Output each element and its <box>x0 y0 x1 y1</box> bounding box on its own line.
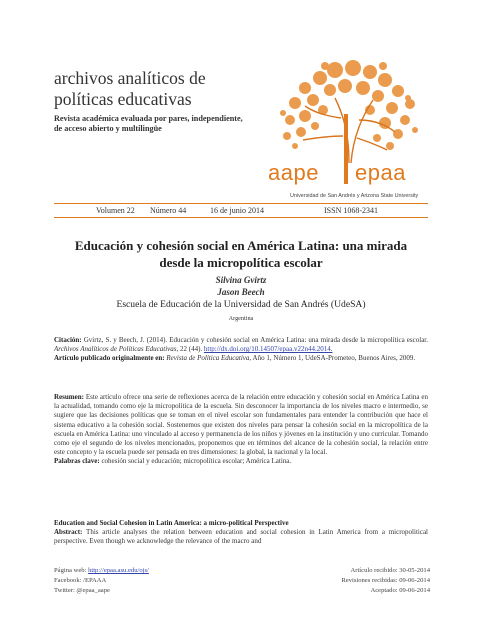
citation-label: Citación: <box>54 336 82 344</box>
abstract-es-label: Resumen: <box>54 393 84 401</box>
university-line: Universidad de San Andrés y Arizona State University <box>290 193 419 199</box>
author-2: Jason Beech <box>217 287 265 297</box>
journal-subtitle-line1: Revista académica evaluada por pares, independiente, <box>54 114 243 123</box>
author-1: Silvina Gvirtz <box>215 275 267 285</box>
footer-contact <box>54 566 149 596</box>
keywords-label: Palabras clave: <box>54 457 100 466</box>
keywords-text: cohesión social y educación; micropolítica escolar; América Latina. <box>101 457 292 466</box>
journal-title <box>54 68 284 110</box>
footer-received: Artículo recibido: 30-05-2014 <box>350 567 430 574</box>
issue-date: 16 de junio 2014 <box>210 206 264 215</box>
journal-subtitle-line2: de acceso abierto y multilingüe <box>54 124 162 133</box>
original-rest: Año 1, Número 1, UdeSA-Prometeo, Buenos Aires, 2009. <box>252 354 416 363</box>
footer-web-link[interactable]: http://epaa.asu.edu/ojs/ <box>88 567 149 574</box>
issue-info <box>54 205 428 217</box>
footer-facebook: Facebook: /EPAAA <box>54 577 107 584</box>
footer-accepted: Aceptado: 09-06-2014 <box>370 587 430 594</box>
citation-doi-link[interactable]: http://dx.doi.org/10.14507/epaa.v22n44.2014. <box>203 345 333 354</box>
affiliation: Escuela de Educación de la Universidad de San Andrés (UdeSA) <box>116 299 366 310</box>
brand-aape: aape <box>268 160 319 185</box>
citation-text: Gvirtz, S. y Beech, J. (2014). Educación y cohesión social en América Latina: una mirada desde la micropolítica escolar. <box>83 336 428 344</box>
footer-revised: Revisiones recibidas: 09-06-2014 <box>341 577 430 584</box>
journal-title-line1: archivos analíticos de <box>54 68 206 88</box>
issue-issn: ISSN 1068-2341 <box>324 206 379 215</box>
footer-twitter: Twitter: @epaa_aape <box>54 587 110 594</box>
citation-block <box>54 336 428 364</box>
footer-web-label: Página web: <box>54 567 87 574</box>
abstract-es-block <box>54 393 428 467</box>
journal-title-line2: políticas educativas <box>54 89 192 109</box>
abstract-es-text: Este artículo ofrece una serie de reflexiones acerca de la relación entre educación y cohesión social en América Latina en la actualidad, tomando como eje la micropolítica de la escuela. Sin desconocer la importancia de los niveles macro e intermedio, se sugiere que las decisiones políticas que se toman en el nivel escolar son fundamentales para entender la contribución que hace el sistema educativo a la cohesión social. Sostenemos que existen dos niveles para pensar la cohesión social en la micropolítica de la escuela en América Latina: uno vinculado al acceso y permanencia de los niños y jóvenes en la institución y uno curricular. Tomando como eje el segundo de los niveles mencionados, proponemos que en términos del alcance de la cohesión social, la relación entre este concepto y la escuela puede ser pensada en tres dimensiones: la global, la nacional y la local. <box>54 393 429 457</box>
footer-web <box>54 566 149 576</box>
article-title-line1: Educación y cohesión social en América Latina: una mirada <box>74 238 408 253</box>
issue-volume: Volumen 22 <box>96 206 135 215</box>
article-title <box>54 237 428 271</box>
abstract-en-block <box>54 519 428 547</box>
country: Argentina <box>228 315 254 322</box>
brand-epaa: epaa <box>355 160 406 185</box>
original-label: Artículo publicado originalmente en: <box>54 354 165 363</box>
journal-subtitle <box>54 114 269 134</box>
issue-rule-bottom <box>54 217 428 218</box>
brand-trunk <box>344 114 348 184</box>
abstract-en-text: This article analyses the relation between education and social cohesion in Latin America from a micropolitical perspective. Even though we acknowledge the relevance of the macro and <box>54 528 428 546</box>
brand-wordmark <box>268 160 428 184</box>
article-title-line2: desde la micropolítica escolar <box>159 255 323 270</box>
issue-number: Número 44 <box>150 206 187 215</box>
abstract-en-label: Abstract: <box>54 528 83 537</box>
original-journal: Revista de Política Educativa, <box>166 354 252 363</box>
footer-dates <box>290 566 430 596</box>
citation-journal: Archivos Analíticos de Políticas Educativas, <box>54 345 179 354</box>
abstract-en-title: Education and Social Cohesion in Latin America: a micro-political Perspective <box>54 519 289 527</box>
citation-volume: 22 (44). <box>179 345 203 354</box>
